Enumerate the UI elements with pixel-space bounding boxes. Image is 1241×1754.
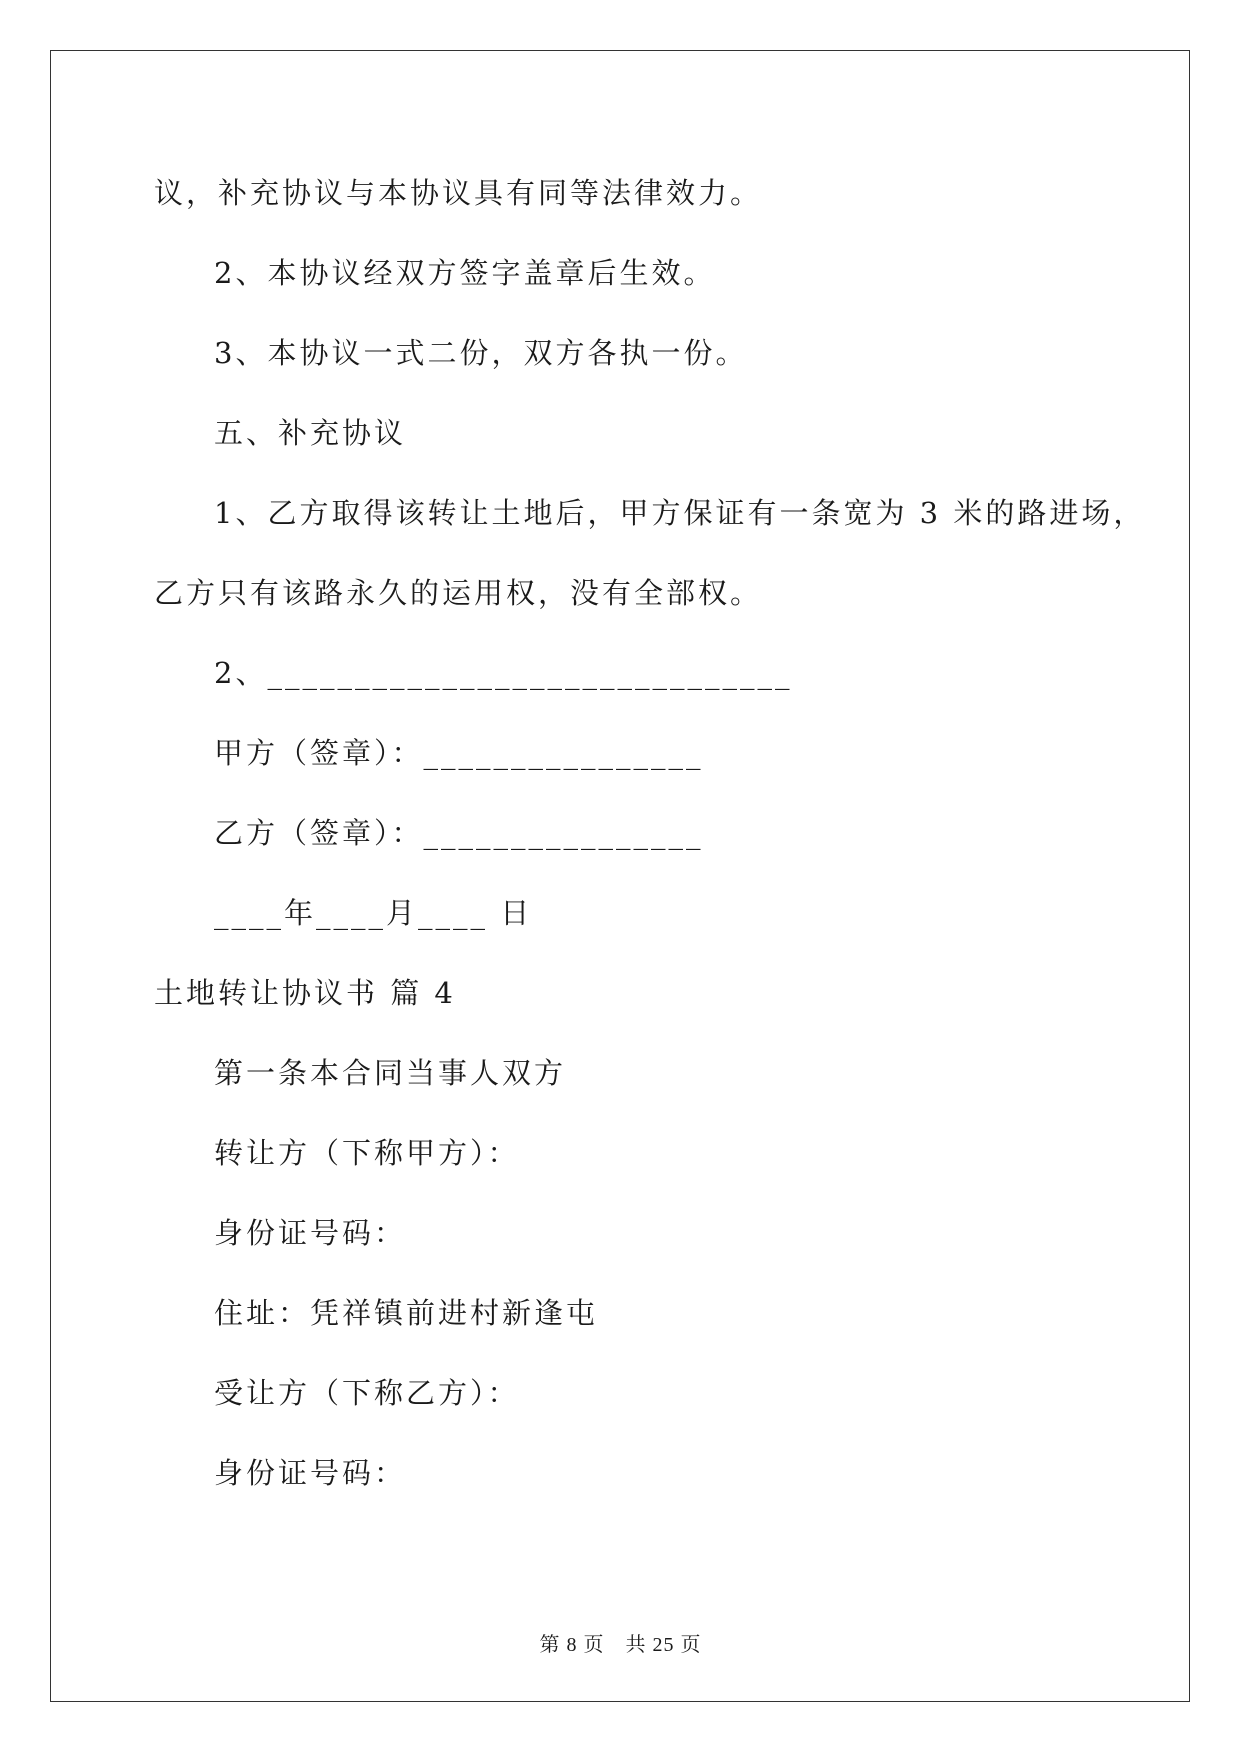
text-line: 住址：凭祥镇前进村新逢屯 — [214, 1296, 599, 1330]
text-line: 身份证号码： — [214, 1456, 407, 1490]
section-heading: 五、补充协议 — [214, 416, 407, 450]
signature-line-party-a: 甲方（签章）：________________ — [214, 736, 704, 770]
document-title: 土地转让协议书 篇 4 — [154, 976, 456, 1010]
signature-line-party-b: 乙方（签章）：________________ — [214, 816, 704, 850]
text-line: 受让方（下称乙方）： — [214, 1376, 520, 1410]
page-number-footer: 第 8 页 共 25 页 — [539, 1634, 702, 1656]
text-line: 议，补充协议与本协议具有同等法律效力。 — [154, 176, 763, 210]
text-line: 2、______________________________ — [214, 656, 793, 690]
text-line: 乙方只有该路永久的运用权，没有全部权。 — [154, 576, 763, 610]
clause-heading: 第一条本合同当事人双方 — [214, 1056, 567, 1090]
text-line: 转让方（下称甲方）： — [214, 1136, 520, 1170]
text-line: 1、乙方取得该转让土地后，甲方保证有一条宽为 3 米的路进场， — [214, 496, 1146, 530]
date-line: ____年____月____ 日 — [214, 896, 533, 930]
text-line: 身份证号码： — [214, 1216, 407, 1250]
page-frame — [50, 50, 1190, 1702]
text-line: 2、本协议经双方签字盖章后生效。 — [214, 256, 716, 290]
text-line: 3、本协议一式二份，双方各执一份。 — [214, 336, 748, 370]
